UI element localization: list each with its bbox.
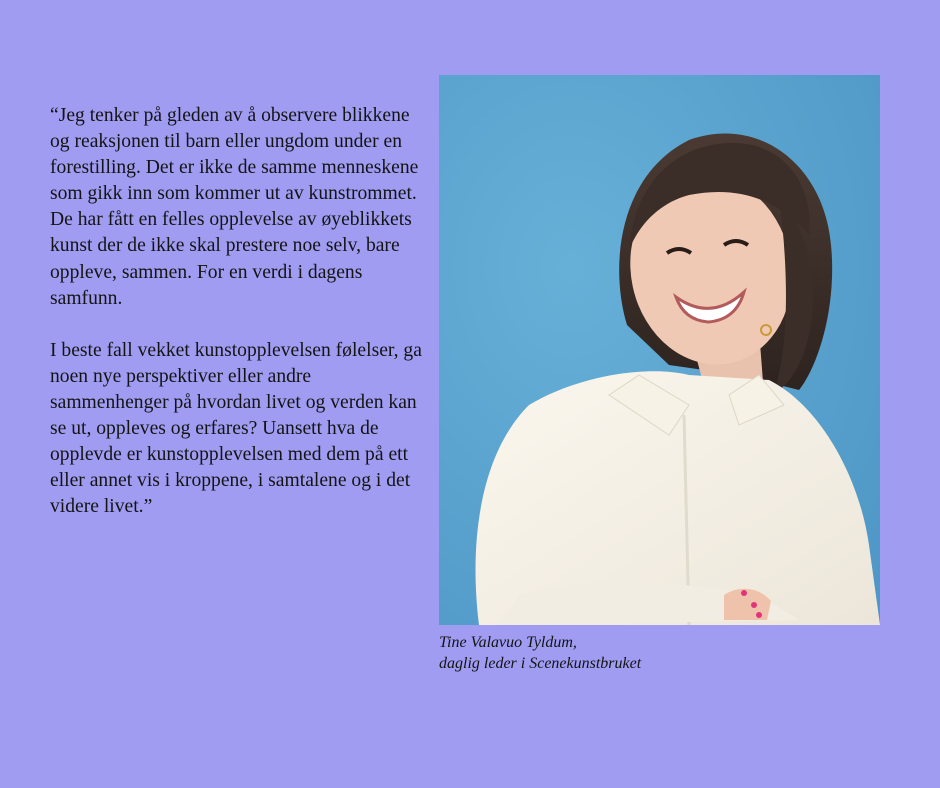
caption-name: Tine Valavuo Tyldum, xyxy=(439,634,577,651)
quote-paragraph-2: I beste fall vekket kunstopplevelsen følelser, ga noen nye perspektiver eller andre sammenhenger på hvordan livet og verden kan se ut, oppleves og erfares? Uansett hva de opplevde er kunstopplevelsen med dem på ett eller annet vis i kroppene, i samtalene og i det videre livet.” xyxy=(50,339,422,518)
photo-caption xyxy=(439,632,641,674)
caption-role: daglig leder i Scenekunstbruket xyxy=(439,655,642,672)
quote-text-block xyxy=(50,103,428,520)
quote-paragraph-1: “Jeg tenker på gleden av å observere blikkene og reaksjonen til barn eller ungdom under en forestilling. Det er ikke de samme menneskene som gikk inn som kommer ut av kunstrommet. De har fått en felles opplevelse av øyeblikkets kunst der de ikke skal prestere noe selv, bare oppleve, sammen. For en verdi i dagens samfunn. xyxy=(50,105,419,309)
portrait-photo xyxy=(439,75,880,625)
